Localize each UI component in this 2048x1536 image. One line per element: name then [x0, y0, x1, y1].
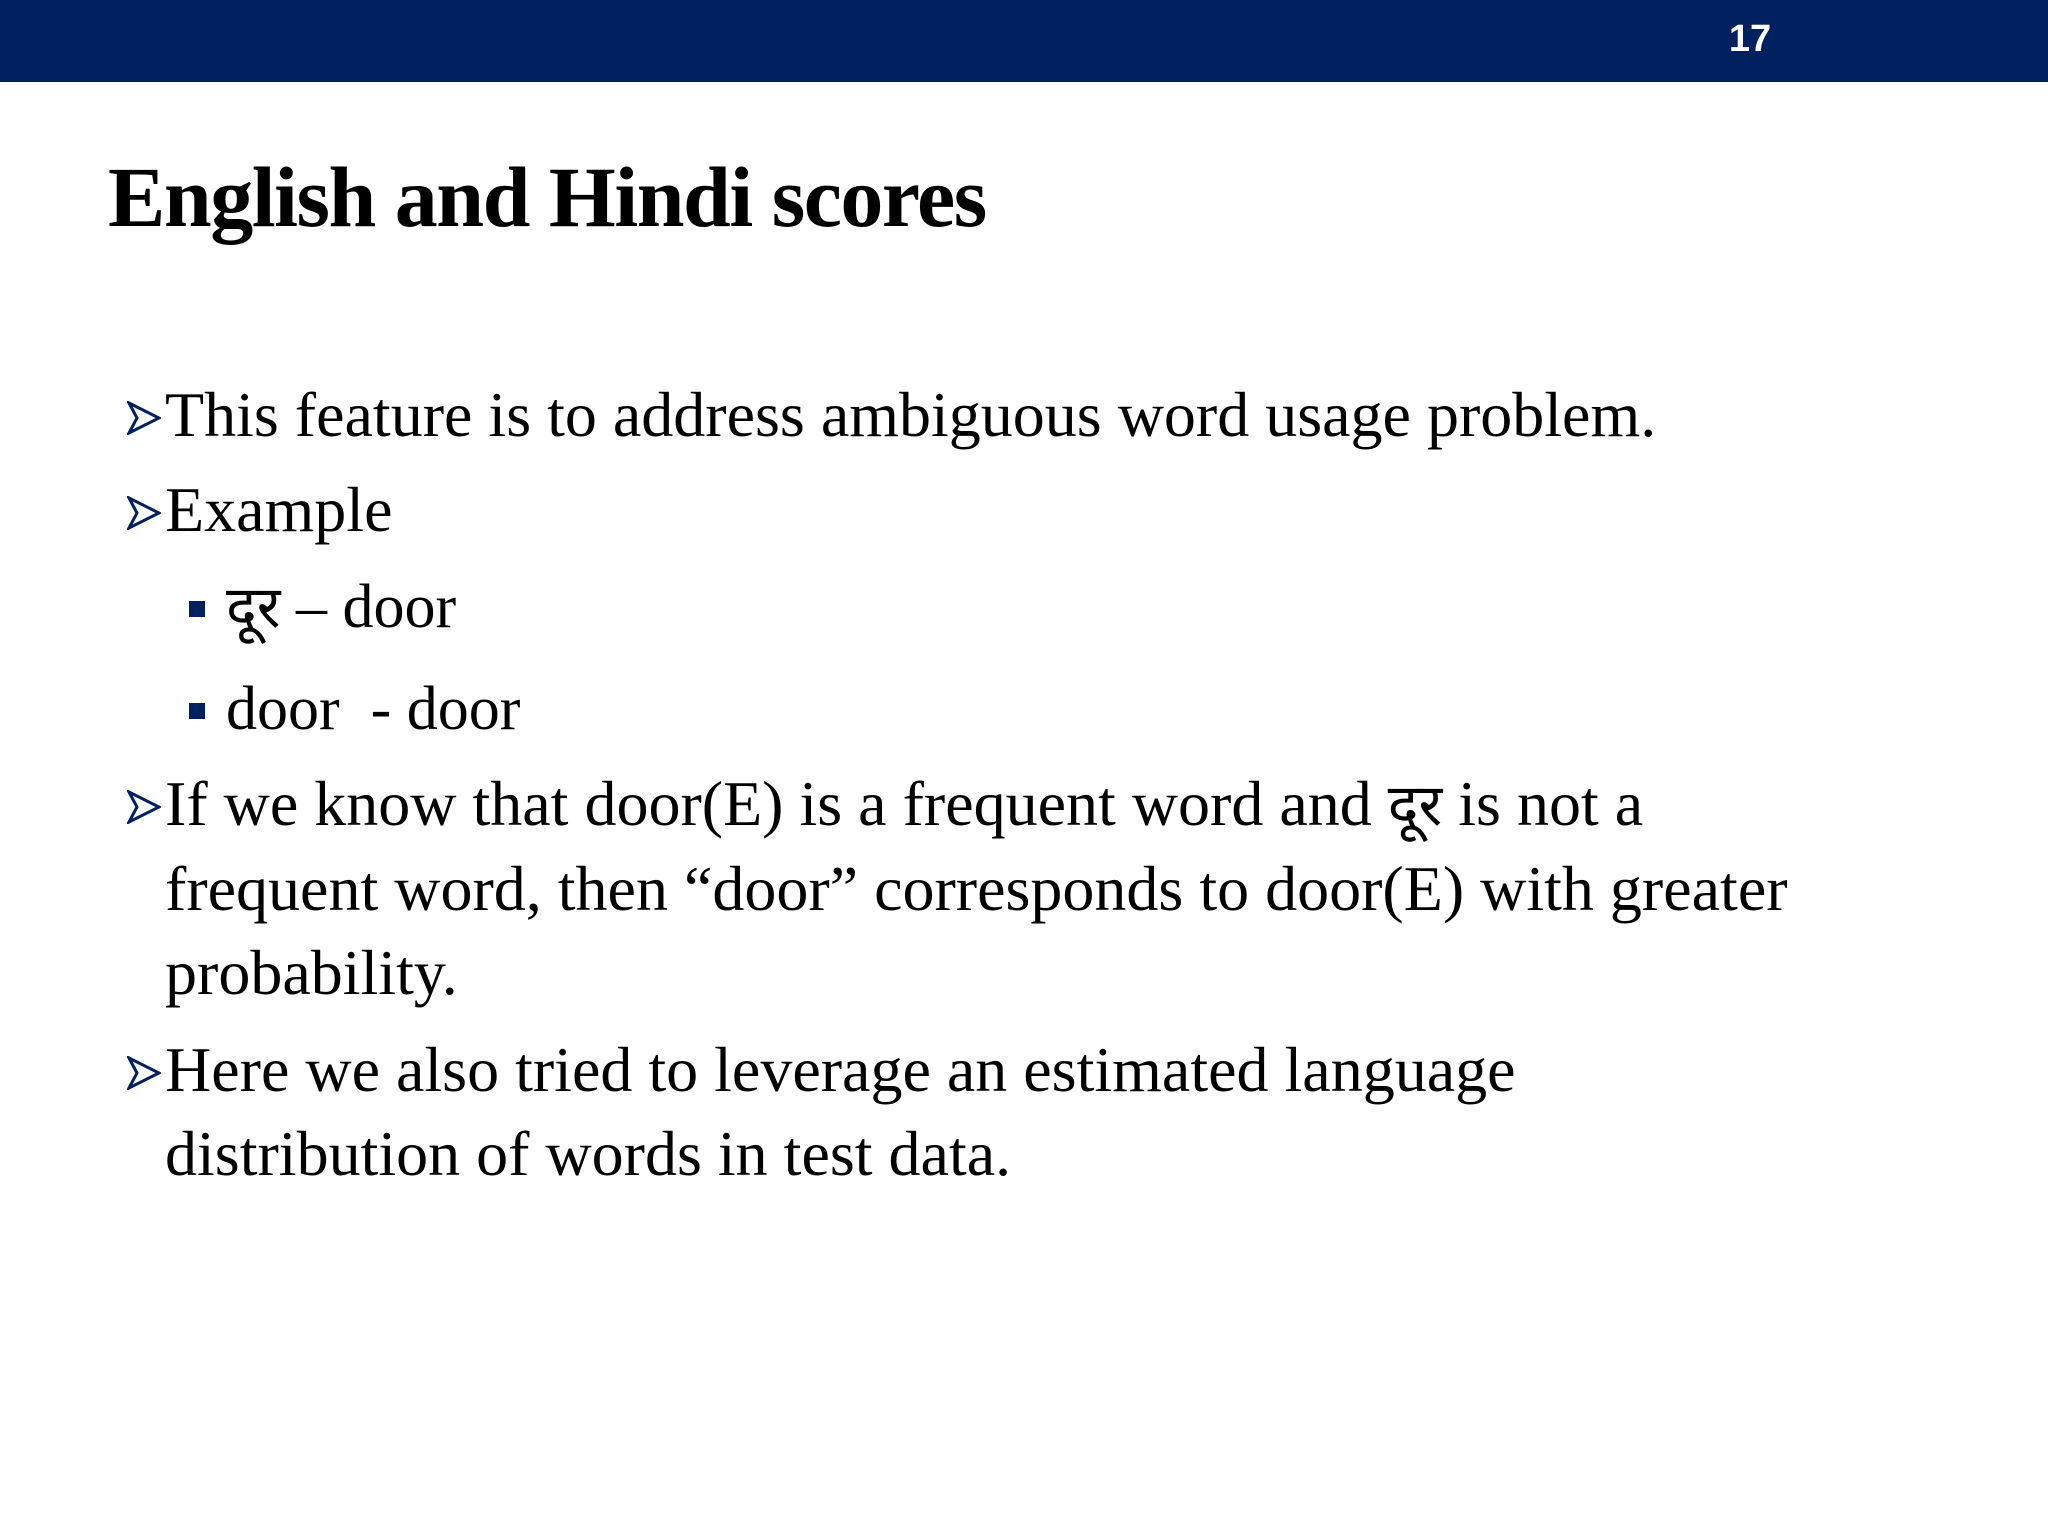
sub-bullet-text: door - door [226, 675, 521, 743]
bullet-3 [165, 762, 1925, 1015]
arrowhead-icon [127, 496, 161, 530]
bullet-2 [165, 468, 1925, 552]
bullet-line: probability. [165, 937, 458, 1008]
bullet-4 [165, 1028, 1925, 1196]
bullet-text: Example [165, 474, 393, 545]
bullet-1 [165, 373, 1925, 457]
bullet-line: Here we also tried to leverage an estimated language [165, 1034, 1516, 1105]
sub-bullet-1 [226, 565, 456, 649]
slide-number: 17 [1728, 18, 1772, 60]
square-bullet-icon [189, 703, 205, 719]
arrowhead-icon [127, 1056, 161, 1090]
bullet-text: If we know that door(E) is a frequent word and [165, 768, 1388, 839]
square-bullet-icon [189, 601, 205, 617]
sub-bullet-text: – door [280, 573, 457, 641]
arrowhead-icon [127, 790, 161, 824]
sub-bullet-2 [226, 667, 520, 751]
bullet-text: This feature is to address ambiguous word usage problem. [165, 379, 1657, 450]
hindi-word: दूर [1387, 771, 1443, 839]
arrowhead-icon [127, 401, 161, 435]
bullet-line: distribution of words in test data. [165, 1118, 1012, 1189]
bullet-line [165, 762, 1925, 847]
bullet-text: is not a [1442, 768, 1644, 839]
hindi-word: दूर [226, 573, 281, 641]
slide-title: English and Hindi scores [108, 149, 986, 245]
bullet-line: frequent word, then “door” corresponds to door(E) with greater [165, 853, 1788, 924]
